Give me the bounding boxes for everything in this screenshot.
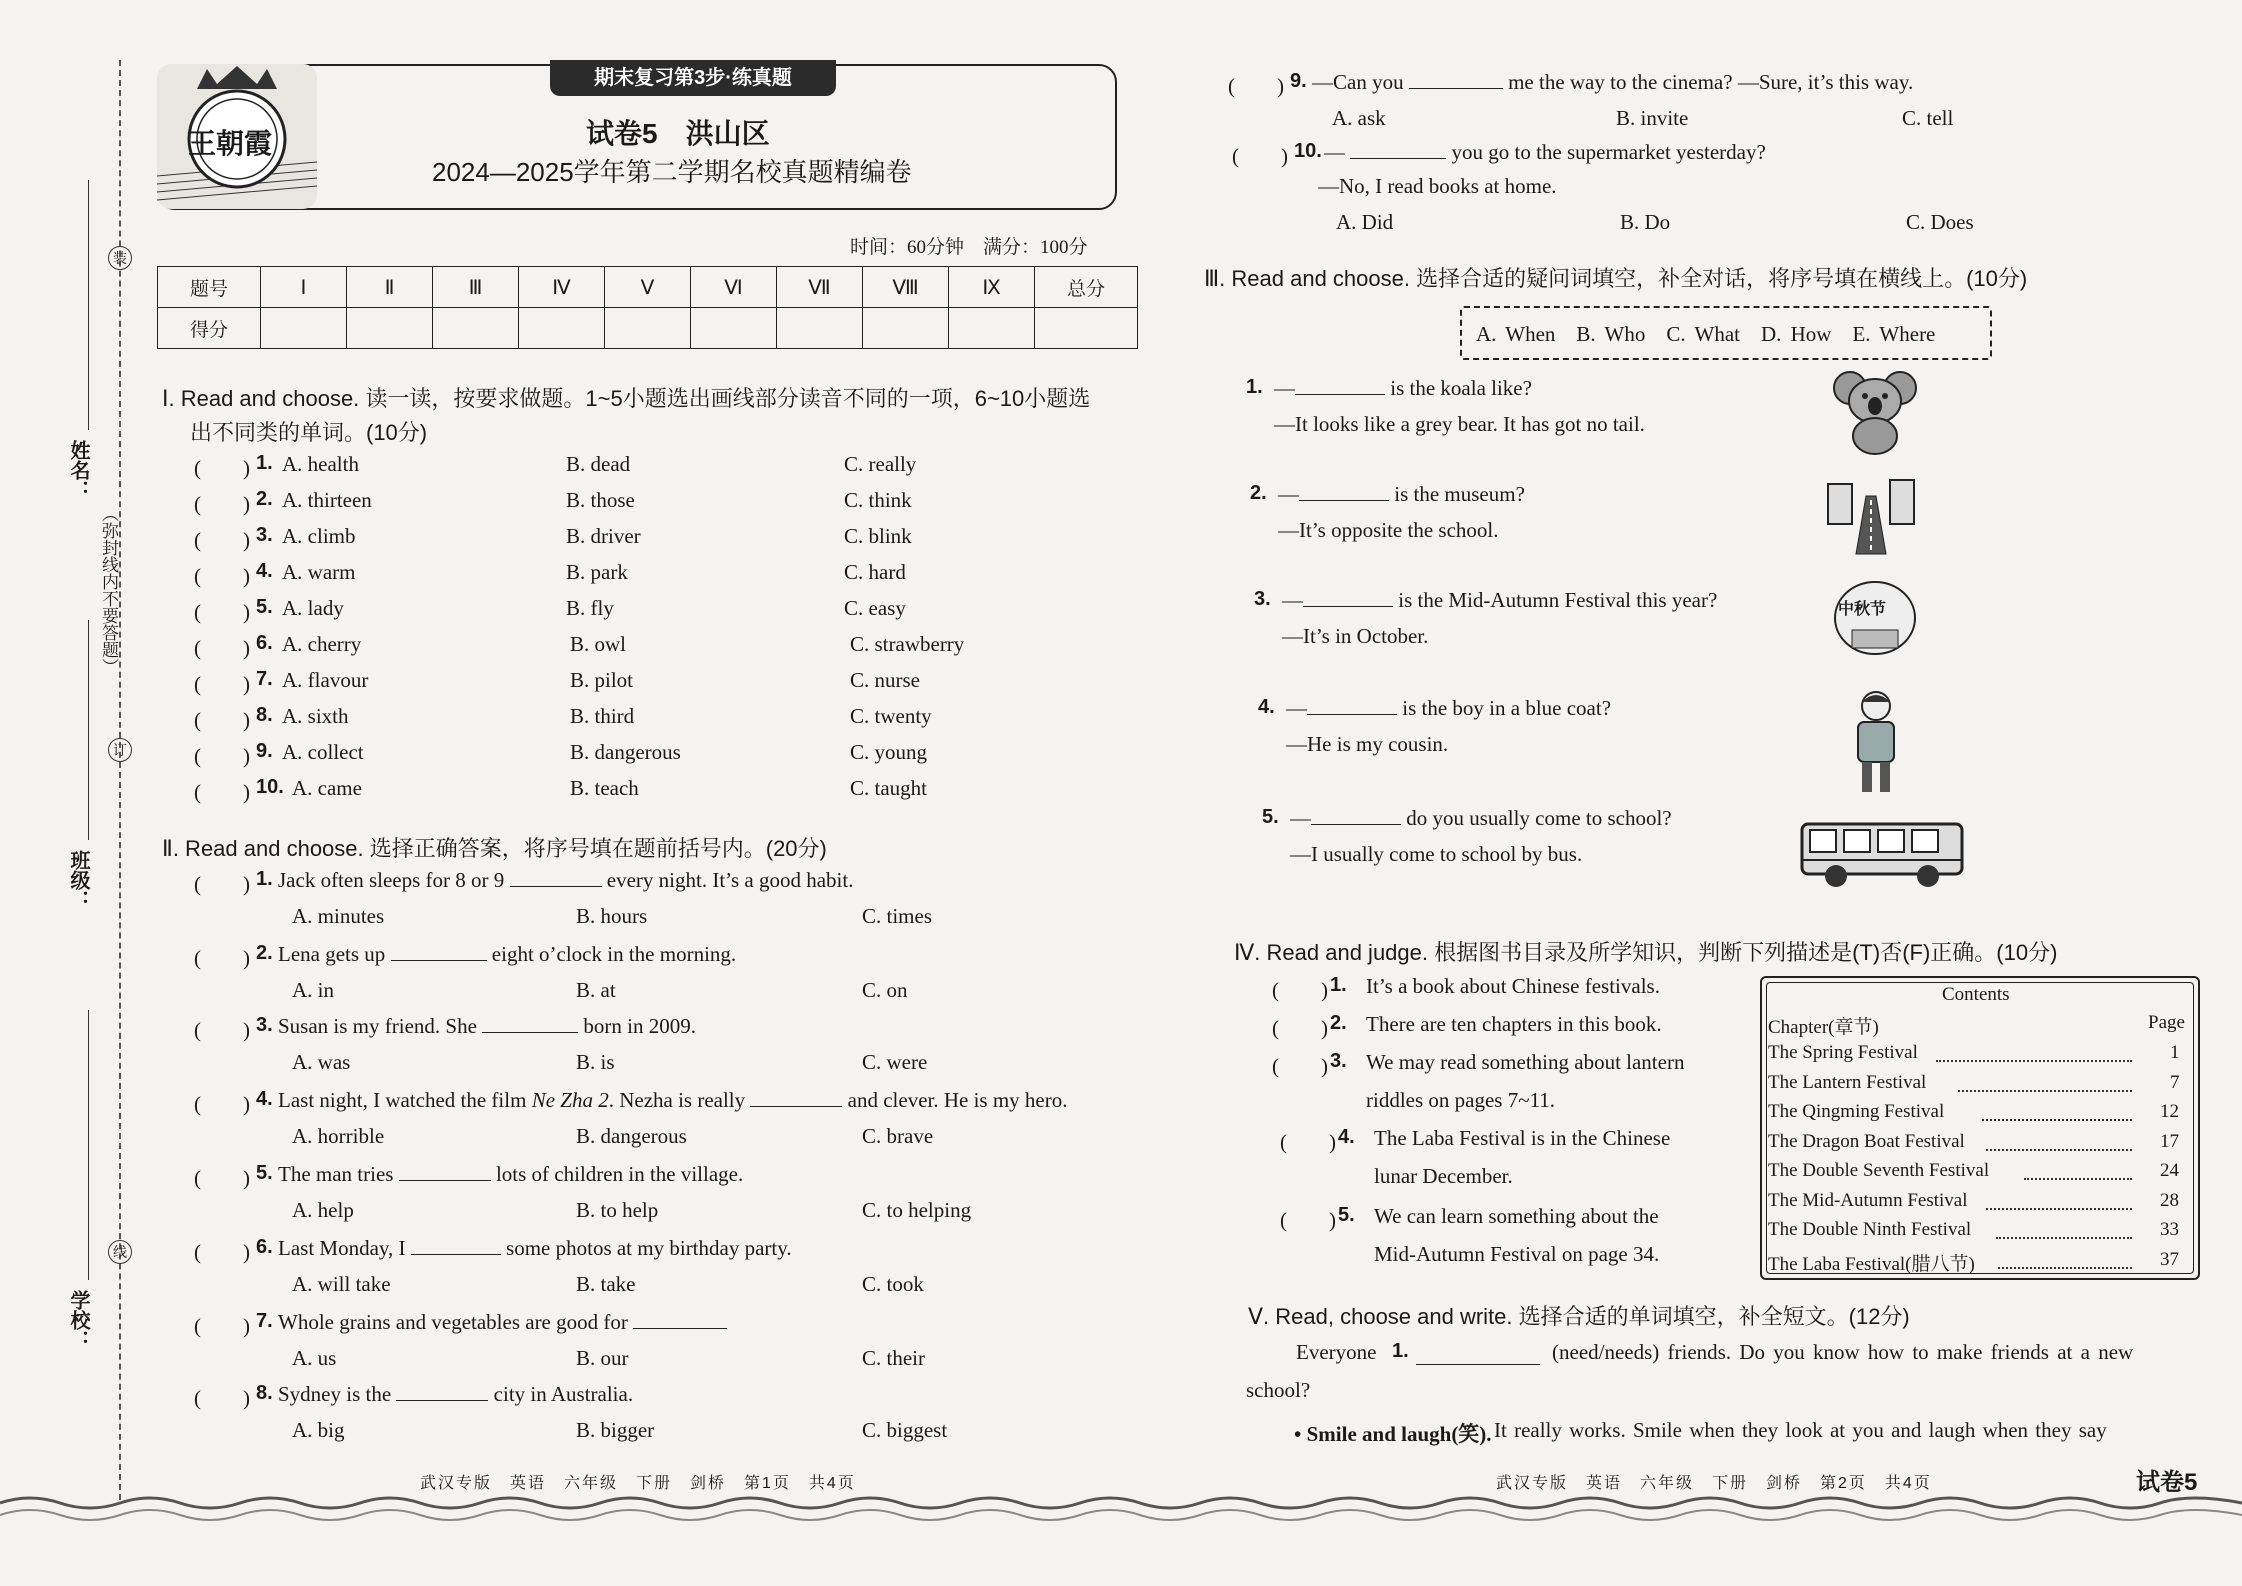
answer-paren[interactable]: ( ): [1232, 144, 1288, 168]
answer-paren[interactable]: ( ): [194, 456, 250, 480]
section-4-title: Ⅳ. Read and judge. 根据图书目录及所学知识，判断下列描述是(T)否(F)正确。(10分): [1234, 940, 2058, 965]
answer-blank[interactable]: [411, 1236, 501, 1255]
statement-line-1: It’s a book about Chinese festivals.: [1366, 974, 1660, 998]
contents-row-page: 33: [2160, 1219, 2179, 1240]
section-5-p1-post: (need/needs) friends. Do you know how to make friends at a new: [1552, 1340, 2134, 1364]
answer-paren[interactable]: ( ): [194, 1166, 250, 1190]
answer-paren[interactable]: ( ): [1228, 74, 1284, 98]
question-number: 5.: [256, 1162, 273, 1184]
contents-title: Contents: [1942, 984, 2010, 1005]
section-5-p1-pre: Everyone: [1296, 1340, 1377, 1364]
paper-badge: 试卷5: [2136, 1469, 2198, 1496]
koala-picture: [1830, 366, 1920, 461]
question-mid: . Nezha is really: [608, 1088, 746, 1112]
score-cell[interactable]: [347, 308, 433, 349]
school-label: 学校：: [67, 1290, 89, 1350]
question-number: 10.: [256, 776, 284, 798]
option-b: B. at: [576, 978, 616, 1002]
option-a: A. climb: [282, 524, 356, 548]
score-col-5: Ⅴ: [605, 267, 691, 308]
question-text: [278, 1014, 696, 1039]
section-5-p2-rest: It really works. Smile when they look at you and laugh when they say: [1494, 1418, 2107, 1442]
answer-line: —It’s in October.: [1282, 624, 1429, 648]
option-b: B. dangerous: [576, 1124, 687, 1148]
answer-paren[interactable]: ( ): [194, 564, 250, 588]
footer-left: 武汉专版 英语 六年级 下册 剑桥 第1页 共4页: [420, 1475, 856, 1492]
option-c: C. took: [862, 1272, 924, 1296]
question-number: 3.: [256, 1014, 273, 1036]
option-b: B. those: [566, 488, 635, 512]
question-q: is the museum?: [1394, 482, 1525, 506]
option-a: A. ask: [1332, 106, 1386, 130]
answer-blank[interactable]: [1307, 696, 1397, 715]
contents-row-name: The Double Seventh Festival: [1768, 1160, 1990, 1181]
contents-row-name: The Mid-Autumn Festival: [1768, 1189, 1968, 1211]
score-col-2: Ⅱ: [347, 267, 433, 308]
option-b: B. invite: [1616, 106, 1689, 130]
question-number: 4.: [256, 560, 273, 582]
boy-picture: [1846, 688, 1906, 801]
option-b: B. dangerous: [570, 740, 681, 764]
question-text: [1312, 70, 1913, 95]
answer-line: —I usually come to school by bus.: [1290, 842, 1583, 866]
option-b: B. Do: [1620, 210, 1671, 234]
contents-chapter-header: Chapter(章节): [1768, 1017, 1879, 1038]
score-col-4: Ⅳ: [519, 267, 605, 308]
question-q: is the boy in a blue coat?: [1402, 696, 1612, 720]
question-text: — is the koala like?: [1274, 376, 1532, 400]
option-c: C. to helping: [862, 1198, 972, 1222]
option-c: C. think: [844, 488, 912, 512]
contents-row-name: The Spring Festival: [1768, 1042, 1918, 1063]
logo-text: 王朝霞: [188, 129, 273, 160]
question-number: 2.: [1330, 1012, 1347, 1034]
option-a: A. help: [292, 1198, 354, 1222]
question-pre: The man tries: [278, 1162, 394, 1186]
footer-wave: [0, 1485, 2242, 1545]
option-c: C. strawberry: [850, 632, 965, 656]
score-cell[interactable]: [433, 308, 519, 349]
contents-row-name: The Double Ninth Festival: [1768, 1219, 1972, 1240]
option-c: C. hard: [844, 560, 906, 584]
seal-char-ding: 订: [108, 738, 132, 762]
option-c: C. really: [844, 452, 917, 476]
contents-dots: [1936, 1060, 2132, 1062]
option-b: B. hours: [576, 904, 648, 928]
answer-paren[interactable]: ( ): [1280, 1130, 1336, 1154]
contents-row-page: 7: [2170, 1071, 2180, 1093]
question-q: is the koala like?: [1390, 376, 1532, 400]
option-b: B. dead: [566, 452, 631, 476]
question-number: 5.: [256, 596, 273, 618]
question-number: 1.: [256, 868, 273, 890]
question-number: 2.: [256, 942, 273, 964]
contents-dots: [1982, 1119, 2132, 1121]
answer-paren[interactable]: ( ): [194, 492, 250, 516]
option-c: C. easy: [844, 596, 906, 620]
answer-line: —It’s opposite the school.: [1278, 518, 1499, 542]
class-label: 班级：: [67, 850, 89, 910]
option-b: B. take: [576, 1272, 636, 1296]
answer-blank[interactable]: [1409, 70, 1503, 89]
question-number: 2.: [1250, 482, 1267, 504]
option-a: A. collect: [282, 740, 364, 764]
contents-row-name: The Qingming Festival: [1768, 1101, 1945, 1122]
seal-note: （弥封线内不要答题）: [99, 505, 118, 675]
question-post: you go to the supermarket yesterday?: [1451, 140, 1766, 164]
question-pre: —: [1324, 140, 1345, 164]
option-c: C. Does: [1906, 210, 1974, 234]
section-1-title: Ⅰ. Read and choose. 读一读，按要求做题。1~5小题选出画线部分读音不同的一项，6~10小题选: [162, 386, 1091, 411]
contents-row-name: The Laba Festival(腊八节): [1768, 1253, 1975, 1275]
section-5-title: Ⅴ. Read, choose and write. 选择合适的单词填空，补全短文。(12分): [1248, 1304, 1910, 1329]
answer-line: —He is my cousin.: [1286, 732, 1449, 756]
question-text: [278, 1162, 743, 1187]
answer-paren[interactable]: ( ): [194, 744, 250, 768]
score-col-6: Ⅵ: [691, 267, 777, 308]
option-a: A. big: [292, 1418, 345, 1442]
option-a: A. warm: [282, 560, 356, 584]
statement-line-1: There are ten chapters in this book.: [1366, 1012, 1662, 1036]
question-post: lots of children in the village.: [495, 1162, 744, 1186]
answer-blank[interactable]: [1303, 588, 1393, 607]
option-c: C. biggest: [862, 1418, 948, 1442]
option-a: A. cherry: [282, 632, 362, 656]
name-line: [88, 180, 89, 430]
answer-line: —It looks like a grey bear. It has got no tail.: [1274, 412, 1645, 436]
score-cell[interactable]: [777, 308, 863, 349]
question-text: [278, 1088, 1068, 1113]
contents-dots: [2024, 1178, 2132, 1180]
paper-title: 试卷5 洪山区: [586, 118, 770, 149]
option-b: B. owl: [570, 632, 627, 656]
mid-autumn-picture-text: 中秋节: [1838, 601, 1887, 618]
contents-dots: [1986, 1208, 2132, 1210]
contents-dots: [1998, 1267, 2132, 1269]
answer-blank[interactable]: [633, 1310, 727, 1329]
question-post: born in 2009.: [583, 1014, 696, 1038]
score-col-1: Ⅰ: [261, 267, 347, 308]
contents-row-page: 12: [2160, 1101, 2179, 1122]
score-cell[interactable]: [863, 308, 949, 349]
contents-page-header: Page: [2148, 1012, 2185, 1033]
question-number: 4.: [1258, 696, 1275, 718]
option-c: C. times: [862, 904, 933, 928]
score-col-8: Ⅷ: [863, 267, 949, 308]
question-text: [278, 942, 736, 967]
mid-autumn-picture: [1832, 578, 1918, 667]
option-c: C. young: [850, 740, 928, 764]
question-answer-line: —No, I read books at home.: [1318, 174, 1557, 198]
contents-row-page: 1: [2170, 1042, 2180, 1063]
answer-paren[interactable]: ( ): [194, 780, 250, 804]
answer-blank[interactable]: [391, 942, 487, 961]
statement-line-2: riddles on pages 7~11.: [1366, 1088, 1556, 1112]
question-number: 1.: [256, 452, 273, 474]
option-a: A. came: [292, 776, 362, 800]
option-a: A. in: [292, 978, 334, 1002]
question-number: 4.: [256, 1088, 273, 1110]
question-number: 9.: [1290, 70, 1307, 92]
option-b: B. pilot: [570, 668, 634, 692]
time-score: 时间：60分钟 满分：100分: [850, 237, 1088, 258]
question-number: 8.: [256, 704, 273, 726]
option-c: C. nurse: [850, 668, 920, 692]
section-2-title: Ⅱ. Read and choose. 选择正确答案，将序号填在题前括号内。(20分): [162, 836, 827, 861]
answer-paren[interactable]: ( ): [194, 636, 250, 660]
question-number: 5.: [1262, 806, 1279, 828]
question-post: me the way to the cinema? —Sure, it’s this way.: [1508, 70, 1914, 94]
option-a: A. horrible: [292, 1124, 385, 1148]
answer-paren[interactable]: ( ): [194, 600, 250, 624]
answer-blank[interactable]: [1311, 806, 1401, 825]
answer-blank[interactable]: [1295, 376, 1385, 395]
section-3-title: Ⅲ. Read and choose. 选择合适的疑问词填空，补全对话，将序号填在横线上。(10分): [1204, 266, 2028, 291]
question-pre: Sydney is the: [278, 1382, 392, 1406]
option-a: A. minutes: [292, 904, 385, 928]
seal-dashed-line: [119, 60, 121, 1500]
question-text: — is the boy in a blue coat?: [1286, 696, 1612, 720]
question-q: is the Mid-Autumn Festival this year?: [1398, 588, 1718, 612]
answer-paren[interactable]: ( ): [194, 1092, 250, 1116]
score-cell[interactable]: [605, 308, 691, 349]
seal-char-zhuang: 装: [108, 246, 132, 270]
score-total-label: 总分: [1035, 267, 1138, 308]
answer-blank[interactable]: [482, 1014, 578, 1033]
question-pre: Last night, I watched the film: [278, 1088, 527, 1112]
question-text: [278, 1310, 727, 1335]
answer-paren[interactable]: ( ): [194, 708, 250, 732]
contents-dots: [1996, 1237, 2132, 1239]
question-number: 6.: [256, 632, 273, 654]
question-text: — do you usually come to school?: [1290, 806, 1672, 830]
bus-picture: [1800, 820, 1966, 897]
question-text: [1324, 140, 1766, 165]
question-text: — is the Mid-Autumn Festival this year?: [1282, 588, 1718, 612]
question-pre: Whole grains and vegetables are good for: [278, 1310, 628, 1334]
question-number: 5.: [1338, 1204, 1355, 1226]
option-b: B. fly: [566, 596, 614, 620]
option-c: C. on: [862, 978, 908, 1002]
question-number: 7.: [256, 668, 273, 690]
answer-paren[interactable]: ( ): [1272, 1054, 1328, 1078]
question-number: 7.: [256, 1310, 273, 1332]
question-number: 3.: [256, 524, 273, 546]
question-post: city in Australia.: [493, 1382, 634, 1406]
question-number: 1.: [1330, 974, 1347, 996]
question-text: [278, 1236, 792, 1261]
option-c: C. tell: [1902, 106, 1954, 130]
section-5-p2-bold: • Smile and laugh(笑).: [1294, 1422, 1492, 1446]
film-title: Ne Zha 2: [531, 1088, 609, 1112]
score-table-row1-label: 题号: [158, 267, 261, 308]
class-line: [88, 620, 89, 840]
answer-paren[interactable]: ( ): [1280, 1208, 1336, 1232]
option-b: B. our: [576, 1346, 629, 1370]
answer-paren[interactable]: ( ): [1272, 978, 1328, 1002]
answer-paren[interactable]: ( ): [194, 872, 250, 896]
score-cell-total[interactable]: [1035, 308, 1138, 349]
contents-dots: [1986, 1149, 2132, 1151]
school-line: [88, 1010, 89, 1280]
contents-row-page: 17: [2160, 1130, 2179, 1152]
question-number: 8.: [256, 1382, 273, 1404]
contents-row-name: The Lantern Festival: [1768, 1071, 1927, 1093]
question-number: 10.: [1294, 140, 1322, 162]
option-a: A. health: [282, 452, 359, 476]
option-a: A. Did: [1336, 210, 1394, 234]
score-col-7: Ⅶ: [777, 267, 863, 308]
question-post: every night. It’s a good habit.: [606, 868, 854, 892]
seal-char-xian: 线: [108, 1240, 132, 1264]
question-text: [278, 868, 853, 893]
score-cell[interactable]: [691, 308, 777, 349]
question-number: 1.: [1246, 376, 1263, 398]
statement-line-2: Mid-Autumn Festival on page 34.: [1374, 1242, 1660, 1266]
answer-blank[interactable]: [399, 1162, 491, 1181]
answer-paren[interactable]: ( ): [194, 1386, 250, 1410]
option-b: B. driver: [566, 524, 641, 548]
contents-row-page: 37: [2160, 1248, 2179, 1270]
question-post: and clever. He is my hero.: [847, 1088, 1068, 1112]
statement-line-1: We can learn something about the: [1374, 1204, 1659, 1228]
question-number: 2.: [256, 488, 273, 510]
section-1-title-2: 出不同类的单词。(10分): [190, 420, 428, 445]
section-5-p1-line2: school?: [1246, 1378, 1311, 1402]
option-a: A. will take: [292, 1272, 391, 1296]
section-5-p1-num: 1.: [1392, 1340, 1409, 1362]
question-pre: Lena gets up: [278, 942, 386, 966]
option-a: A. sixth: [282, 704, 349, 728]
option-c: C. blink: [844, 524, 912, 548]
option-a: A. flavour: [282, 668, 369, 692]
museum-road-picture: [1826, 476, 1916, 561]
option-a: A. lady: [282, 596, 344, 620]
statement-line-1: We may read something about lantern: [1366, 1050, 1685, 1074]
answer-paren[interactable]: ( ): [194, 946, 250, 970]
answer-blank[interactable]: [510, 868, 602, 887]
name-label: 姓名：: [67, 440, 89, 500]
question-text: — is the museum?: [1278, 482, 1525, 506]
question-pre: —Can you: [1312, 70, 1404, 94]
option-c: C. brave: [862, 1124, 934, 1148]
answer-paren[interactable]: ( ): [194, 1018, 250, 1042]
answer-paren[interactable]: ( ): [194, 672, 250, 696]
answer-blank[interactable]: [1350, 140, 1446, 159]
option-b: B. park: [566, 560, 628, 584]
question-number: 3.: [1330, 1050, 1347, 1072]
question-number: 4.: [1338, 1126, 1355, 1148]
section-5-blank-1[interactable]: [1416, 1346, 1540, 1365]
contents-row-name: The Dragon Boat Festival: [1768, 1130, 1965, 1152]
option-c: C. twenty: [850, 704, 932, 728]
answer-paren[interactable]: ( ): [1272, 1016, 1328, 1040]
question-number: 9.: [256, 740, 273, 762]
contents-row-page: 28: [2160, 1189, 2179, 1211]
contents-dots: [1958, 1090, 2132, 1092]
question-pre: Jack often sleeps for 8 or 9: [278, 868, 505, 892]
answer-blank[interactable]: [750, 1088, 842, 1107]
answer-paren[interactable]: ( ): [194, 1240, 250, 1264]
question-pre: Last Monday, I: [278, 1236, 406, 1260]
score-table: [157, 266, 1138, 349]
statement-line-2: lunar December.: [1374, 1164, 1513, 1188]
contents-row-page: 24: [2160, 1160, 2179, 1181]
banner: 期末复习第3步·练真题: [550, 60, 836, 96]
question-post: eight o’clock in the morning.: [491, 942, 737, 966]
option-a: A. thirteen: [282, 488, 372, 512]
question-pre: Susan is my friend. She: [278, 1014, 477, 1038]
score-col-3: Ⅲ: [433, 267, 519, 308]
question-text: [278, 1382, 633, 1407]
question-number: 3.: [1254, 588, 1271, 610]
option-b: B. third: [570, 704, 635, 728]
answer-blank[interactable]: [396, 1382, 488, 1401]
option-c: C. taught: [850, 776, 927, 800]
paper-subtitle: 2024—2025学年第二学期名校真题精编卷: [432, 157, 912, 187]
answer-blank[interactable]: [1299, 482, 1389, 501]
option-c: C. were: [862, 1050, 928, 1074]
question-q: do you usually come to school?: [1406, 806, 1672, 830]
score-col-9: Ⅸ: [949, 267, 1035, 308]
score-cell[interactable]: [949, 308, 1035, 349]
option-c: C. their: [862, 1346, 925, 1370]
option-b: B. to help: [576, 1198, 659, 1222]
score-table-row2-label: 得分: [158, 308, 261, 349]
option-a: A. us: [292, 1346, 337, 1370]
score-cell[interactable]: [261, 308, 347, 349]
answer-paren[interactable]: ( ): [194, 1314, 250, 1338]
score-cell[interactable]: [519, 308, 605, 349]
option-b: B. teach: [570, 776, 639, 800]
option-a: A. was: [292, 1050, 351, 1074]
footer-right: 武汉专版 英语 六年级 下册 剑桥 第2页 共4页: [1496, 1475, 1932, 1492]
question-number: 6.: [256, 1236, 273, 1258]
answer-paren[interactable]: ( ): [194, 528, 250, 552]
option-b: B. is: [576, 1050, 615, 1074]
option-b: B. bigger: [576, 1418, 655, 1442]
statement-line-1: The Laba Festival is in the Chinese: [1374, 1126, 1671, 1150]
question-post: some photos at my birthday party.: [506, 1236, 792, 1260]
word-bank-text: A. When B. Who C. What D. How E. Where: [1476, 322, 1936, 346]
